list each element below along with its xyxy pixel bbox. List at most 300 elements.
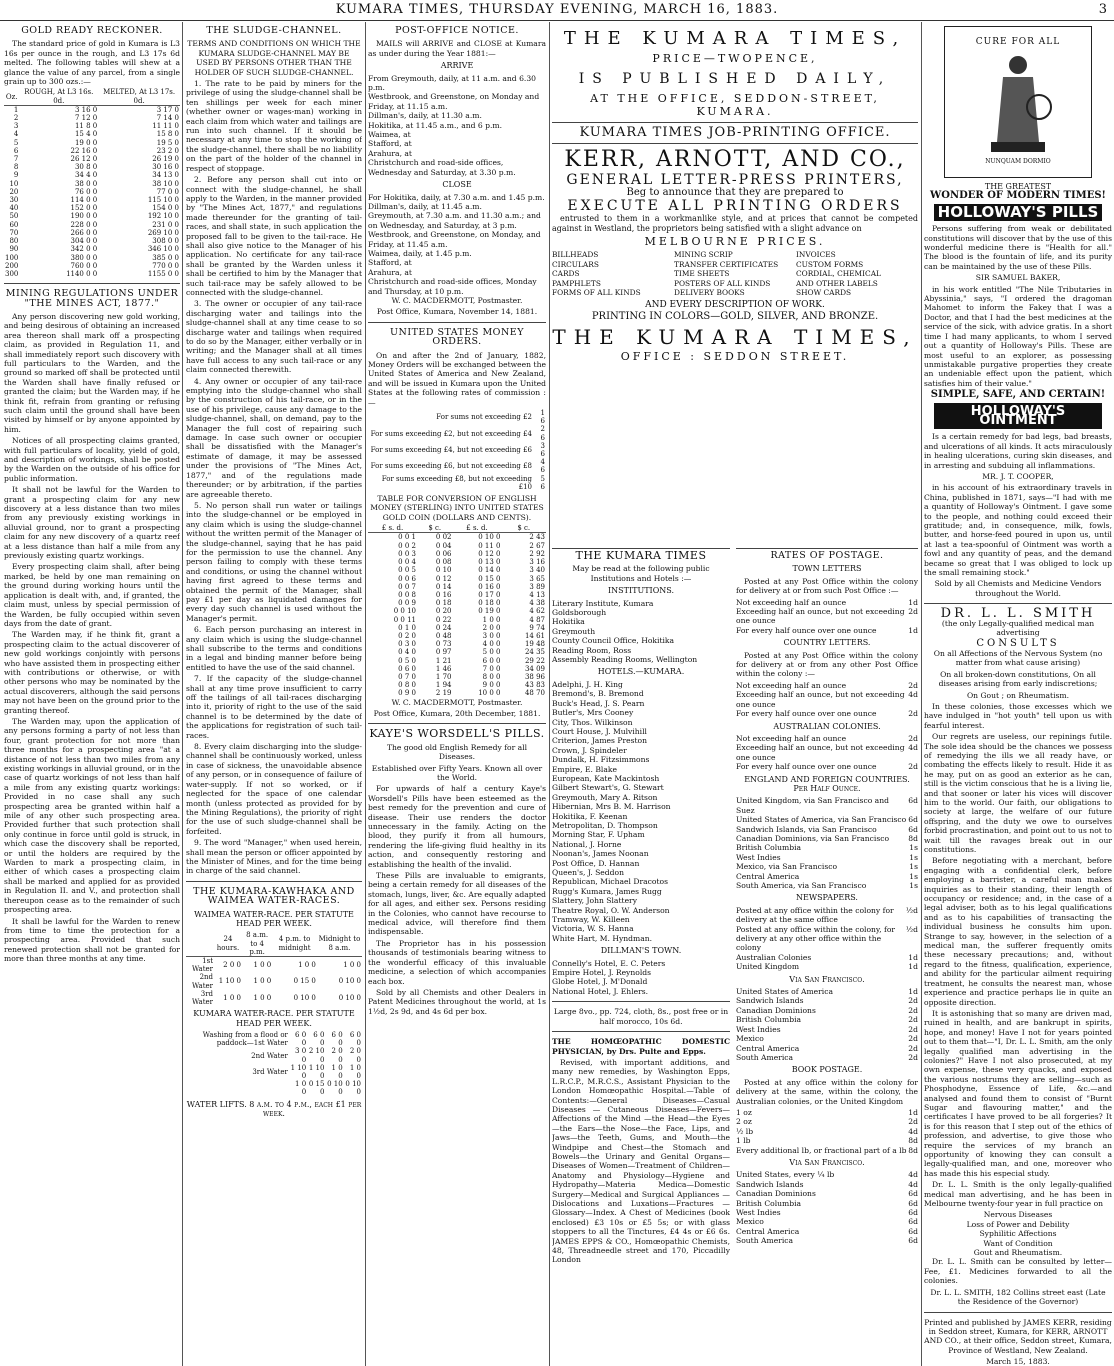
conversion-row (368, 533, 546, 542)
cell: 0 3 0 (398, 640, 416, 649)
conversion-row (368, 616, 546, 624)
rate-value: 6d (908, 1236, 918, 1246)
mining-paragraph: It shall not be lawful for the Warden to grant a prospecting claim for any new discovery at a less distance than two miles from any previously existing workings in alluvial ground, nor to grant a prospecting claim for any new discovery of a quartz reef at a less distance than half a mile from any previously existing quartz workings. (4, 485, 180, 561)
cell: 6 0 0 (349, 1031, 361, 1048)
cell: 30 16 0 (152, 163, 179, 172)
hotel-item: Victoria, W. S. Hanna (552, 924, 634, 934)
sludge-paragraph: 6. Each person purchasing an interest in any claim which is using the sludge-channel shall subscribe to the terms and conditions in a legal and binding manner before being entitled to have the use of the said channel. (186, 625, 362, 672)
cell: 26 12 0 (70, 155, 98, 164)
cell: 9 (13, 171, 19, 180)
cell: 0 0 6 (398, 574, 416, 583)
execute-line: EXECUTE ALL PRINTING ORDERS (567, 198, 903, 214)
close-list (368, 193, 546, 296)
divider (924, 603, 1112, 604)
rate-value: 6d (908, 1208, 918, 1217)
divider (4, 283, 180, 284)
conversion-row (368, 673, 546, 681)
rate-value: 2d (908, 996, 918, 1006)
cell: 346 10 0 (147, 245, 179, 254)
money-title: UNITED STATES MONEY ORDERS. (390, 326, 524, 348)
rate-row (736, 1053, 918, 1062)
cell: 0 10 0 (327, 1080, 343, 1097)
rate-label: Canadian Dominions (736, 1005, 816, 1015)
cell: 0 14 0 (478, 566, 501, 575)
gold-row (4, 254, 180, 262)
cell: 4 (13, 130, 19, 139)
cell: 14 61 (524, 631, 545, 640)
cell: 0 8 0 (398, 681, 416, 690)
rate-label: British Columbia (736, 1015, 802, 1025)
rates-note: Posted at any office within the colony for delivery at the same, within the colony, the Australian colonies, or the United Kingdom (736, 1077, 918, 1106)
institutions-heading: INSTITUTIONS. (607, 586, 674, 596)
divider (552, 1031, 730, 1032)
gold-intro: The standard price of gold in Kumara is L3 16s per ounce in the rough, and L3 17s 6d melted. The following tables will shew at a glance the value of any parcel, from a single grain up to 300 ozs.:— (4, 39, 180, 87)
cell: 10 0 0 (478, 689, 501, 698)
kaye-paragraph: The Proprietor has in his possession thousands of testimonials bearing witness to the wonderful efficacy of this invaluable medicine, a selection of which accompanies each box. (368, 938, 546, 986)
cell: 0 0 7 (398, 582, 416, 591)
conversion-table (368, 524, 546, 697)
rate-label: British Columbia (736, 1198, 802, 1208)
kt-town: KUMARA. (696, 105, 774, 118)
cell: 30 8 0 (74, 163, 98, 172)
conversion-row (368, 689, 546, 697)
cell: 0 10 0 (345, 1080, 361, 1097)
rate-label: Sandwich Islands (736, 1179, 804, 1189)
holloway-sold: Sold by all Chemists and Medicine Vendors throughout the World. (934, 579, 1102, 598)
rate-label: British Columbia (736, 843, 802, 853)
rates-section-heading: COUNTRY LETTERS. (783, 638, 871, 648)
rate-row (736, 1034, 918, 1043)
rate-row (736, 1189, 918, 1198)
cell: 115 10 0 (147, 196, 179, 205)
gold-row (4, 245, 180, 253)
column-reading-rooms (552, 548, 730, 1366)
rate-label: For every half ounce over one ounce (736, 625, 877, 635)
cell: Washing from a flood or paddock—1st Water (202, 1031, 288, 1048)
cell: 6 0 0 (331, 1031, 343, 1048)
print-item: PAMPHLETS (552, 278, 601, 288)
dillmans-heading: DILLMAN'S TOWN. (600, 946, 682, 956)
kumara-race-row (186, 1064, 362, 1080)
cell: 2 0 0 (331, 1047, 343, 1064)
rate-value: ½d (905, 905, 918, 915)
rate-row (736, 690, 918, 709)
cell: 114 0 0 (70, 196, 98, 205)
rate-label: West Indies (736, 1208, 781, 1217)
cell: 3 6 (540, 441, 545, 459)
sludge-paragraph: 2. Before any person shall cut into or connect with the sludge-channel, he shall apply to the Warden, in the manner provided by "The Mines Act, 1877," and regulations made thereunder for the granting of tail-races, and shall state, in such application the proposed fall to be given to the tail-race. He shall also give notice to the Manager of his application. No certificate for any tail-race shall be granted by the Warden unless it shall be certified to him by the Manager that such tail-race may be safely allowed to be connected with the sludge-channel. (186, 175, 362, 297)
trade-line: GENERAL LETTER-PRESS PRINTERS, (566, 172, 904, 188)
kaye-paragraph: For upwards of half a century Kaye's Worsdell's Pills have been esteemed as the best remedy for the prevention and cure of disease. Their use renders the doctor unnecessary in the family. Acting on the blood, they purify it from all humours, rendering the life-giving fluid healthy in its action, and consequently restoring and establishing the health of the invalid. (368, 784, 546, 869)
kt-office: AT THE OFFICE, SEDDON-STREET, (590, 92, 880, 105)
homeo-title: THE HOMŒOPATHIC DOMESTIC PHYSICIAN, by Drs. Pulte and Epps. (552, 1037, 730, 1056)
cell: 1140 0 0 (66, 269, 98, 278)
hotel-item: Criterion, James Preston (552, 736, 647, 746)
cell: 0 6 0 (398, 664, 416, 673)
rates-section-heading: Via San Francisco. (789, 1157, 865, 1167)
money-signature: W. C. MACDERMOTT, Postmaster. (391, 697, 523, 707)
rate-label: ½ lb (736, 1126, 754, 1136)
column-sludge (186, 24, 362, 1366)
rate-value: 1d (908, 1107, 918, 1117)
homeo-body: Revised, with important additions, and many new remedies, by Washington Epps, L.R.C.P., M.R.C.S., Assistant Physician to the London Homœopathic Hospital.—Table of Contents:—General Diseases—Casual Diseases — Cutaneous Diseases—Fevers—Affections of the Mind —the Head—the Eyes—the Ears—the Nose—the Face, Lips, and Jaws—the Teeth, Gums, and Mouth—the Windpipe and Chest—the Stomach and Bowels—the Urinary and Genital Organs—Diseases of Women—Treatment of Children—Anatomy and Physiology—Hygiene and Hydropathy—Materia Medica—Domestic Surgery—Medical and Surgical Appliances —Dislocations and Luxations—Fractures —Glossary—Index. A Chest of Medicines (book enclosed) £3 10s or £5 5s; or with glass stoppers to all the Tinctures, £4 4s or £6 6s. JAMES EPPS & CO., Homœopathic Chemists, 48, Threadneedle street and 170, Piccadilly London (552, 1057, 730, 1265)
cell: 1 6 (540, 409, 545, 426)
rate-row (736, 1170, 918, 1179)
smith-list (924, 1210, 1112, 1257)
money-place: Post Office, Kumara, 20th December, 1881. (373, 708, 541, 718)
cell: 19 48 (524, 640, 545, 649)
conversion-row (368, 657, 546, 665)
sludge-paragraph: 5. No person shall run water or tailings into the sludge-channel or be employed in any claim which is using the sludge-channel without the written permit of the Manager of the sludge-channel, saying that he has paid for the permission to use the channel. Any person failing to comply with these terms and conditions, or using the channel without having first agreed to these terms and obtained the permit of the Manager, shall pay £1 per day as liquidated damages for every day such channel is used without the Manager's permit. (186, 500, 362, 623)
hotel-item: European, Kate Mackintosh (552, 773, 660, 783)
cell: 231 0 0 (152, 220, 179, 229)
cell: 0 10 0 (478, 533, 501, 542)
cell: 3rd Water (191, 989, 214, 1006)
job-title: KUMARA TIMES JOB-PRINTING OFFICE. (579, 125, 891, 140)
cell: 152 0 0 (70, 204, 98, 213)
cell: 7 (13, 155, 19, 164)
cell: 3 16 (529, 558, 545, 567)
cell: 0 06 (435, 549, 452, 558)
rate-row (736, 681, 918, 690)
rate-label: Australian Colonies (736, 952, 812, 962)
cell: For sums exceeding £2, but not exceeding £4 (370, 429, 532, 438)
cell: 0 11 0 (478, 541, 501, 550)
rates-section-heading: NEWSPAPERS. (796, 893, 858, 903)
kt-body: entrusted to them in a workmanlike style, and at prices that cannot be competed against in Westland, the proprietors being satisfied with a slight advance on (552, 214, 918, 233)
print-item: MINING SCRIP (674, 250, 733, 259)
print-item: CUSTOM FORMS (796, 259, 864, 269)
institution-item: Reading Room, Ross (552, 645, 632, 655)
hotel-item: Buck's Head, J. S. Pearn (552, 698, 645, 708)
cell: 0 0 10 (393, 607, 416, 616)
imprint: Printed and published by JAMES KERR, residing in Seddon street, Kumara, for KERR, ARNOTT AND CO., at their office, Seddon street, Kumara, Province of Westland, New Zealand. (924, 1317, 1112, 1355)
kumara-race-subtitle: KUMARA WATER-RACE. PER STATUTE HEAD PER WEEK. (193, 1009, 355, 1028)
institution-item: County Council Office, Hokitika (552, 636, 675, 646)
gold-row (4, 237, 180, 245)
firm-name: KERR, ARNOTT, AND CO., (564, 147, 906, 172)
dillman-hotel-item: Globe Hotel, J. M'Donald (552, 977, 648, 987)
beg-line: Beg to announce that they are prepared to (626, 187, 844, 198)
arrive-heading: ARRIVE (440, 61, 474, 71)
rate-label: United Kingdom (736, 962, 800, 972)
hotel-item: Theatre Royal, O. W. Anderson (552, 905, 670, 915)
rate-row (736, 1217, 918, 1226)
gold-row (4, 229, 180, 237)
kumara-times-ad (552, 24, 918, 544)
cell: 228 0 0 (70, 220, 98, 229)
wr-head: Midnight to 8 a.m. (317, 931, 362, 956)
close-item: Christchurch and road-side offices, Monday and Thursday, at 10 p.m. (368, 277, 537, 296)
cell: 1 0 0 (253, 993, 272, 1002)
kt-price: PRICE—TWOPENCE, (652, 52, 818, 65)
cell: 10 (9, 179, 19, 188)
institution-item: Hokitika (552, 617, 585, 627)
waimea-row (186, 956, 362, 973)
column-gold-mining (4, 24, 180, 1366)
cell: 0 02 (435, 533, 452, 542)
rate-row (736, 1146, 918, 1155)
close-item: Greymouth, at 7.30 a.m. and 11.30 a.m.; and on Wednesday, and Saturday, at 3 p.m. (368, 211, 541, 230)
cell: 0 2 0 (398, 631, 416, 640)
rate-value: ½d (905, 924, 918, 934)
smith-sub: (the only Legally-qualified medical man advertising (941, 618, 1095, 638)
rate-value: 2d (908, 1034, 918, 1044)
rate-label: Exceeding half an ounce, but not exceeding one ounce (736, 690, 905, 709)
cell: 7 12 0 (74, 114, 98, 123)
rate-value: 2d (908, 709, 918, 719)
cell: 23 2 0 (156, 146, 179, 155)
rate-row (736, 1180, 918, 1189)
conversion-row (368, 640, 546, 648)
hotel-item: Empire, E. Blake (552, 764, 617, 774)
conversion-row (368, 566, 546, 574)
rate-label: Central America (736, 1043, 800, 1053)
rate-row (736, 1117, 918, 1126)
cell: 342 0 0 (70, 245, 98, 254)
read-title: THE KUMARA TIMES (575, 549, 707, 562)
rate-value: 1d (908, 987, 918, 997)
rate-value: 2d (908, 1005, 918, 1015)
cell: 26 19 0 (152, 155, 179, 164)
rates-note: Posted at any Post Office within the colony for delivery at or from such Post Office :— (736, 576, 918, 596)
rate-label: Central America (736, 1226, 800, 1236)
kumara-race-row (186, 1080, 362, 1096)
colours-line: PRINTING IN COLORS—GOLD, SILVER, AND BRONZE. (591, 310, 879, 322)
cell: 0 19 0 (478, 607, 501, 616)
smith-paragraph: It is astonishing that so many are driven mad, ruined in health, and are bankrupt in spirits, hope, and money! Have I not for years pointed out to them that—"I, Dr. L. L. Smith, am the only legally qualified man advertising in the colonies?" Have I not also prosecuted, at my own expense, these very quacks, and exposed the various nostrums they are selling—such as Phosphodyne, Essence of Life, &c.—and analysed and found them to consist of "Burnt Sugar and flavouring matter," and the certificates I have proved to be all forgeries? It is for this reason that I step out of the ethics of profession, and advertise, to give those who require the services of my branch an opportunity of knowing they can consult a legally-qualified man, and one, moreover who has made this his especial study. (924, 1008, 1112, 1178)
kaye-title: KAYE'S WORSDELL'S PILLS. (369, 727, 545, 741)
column-postage-rates (736, 548, 918, 1366)
mining-paragraph: Any person discovering new gold working, and being desirous of obtaining an increased area thereon shall mark off a prospecting claim, as provided in Regulation 11, and shall immediately report such discovery with full particulars to the Warden, and the ground so marked off shall be protected until the Warden shall have finally refused or granted the claim; but the Warden may, if he think fit, refrain from granting or refusing such claim until the ground shall have been visited by himself or by anyone appointed by him. (4, 311, 180, 434)
cell: 6 0 0 (482, 656, 501, 665)
rate-label: West Indies (736, 1024, 781, 1034)
water-lifts: WATER LIFTS. 8 a.m. to 4 p.m., each £1 per week. (186, 1099, 362, 1119)
money-intro: On and after the 2nd of January, 1882, Money Orders will be exchanged between the United States of America and New Zealand, and will be issued in Kumara upon the United States at the following rates of commission :— (368, 350, 546, 407)
cell: 60 (9, 220, 19, 229)
cell: 11 8 0 (74, 122, 98, 131)
cell: 4 62 (529, 607, 545, 616)
cell: 7 0 0 (482, 664, 501, 673)
cell: 2 92 (529, 549, 545, 558)
sludge-subtitle: TERMS AND CONDITIONS ON WHICH THE KUMARA SLUDGE-CHANNEL MAY BE USED BY PERSONS OTHER THAN THE HOLDER OF SUCH SLUDGE-CHANNEL. (187, 39, 361, 77)
money-rates (368, 409, 546, 491)
rate-label: Sandwich Islands, via San Francisco (736, 824, 877, 834)
rate-row (736, 906, 918, 925)
divider (552, 122, 918, 123)
cell: 380 0 0 (70, 253, 98, 262)
cell: For sums exceeding £8, but not exceeding £10 (381, 474, 532, 491)
institution-item: Assembly Reading Rooms, Wellington (552, 655, 698, 665)
greatest-line: THE GREATEST (984, 182, 1052, 191)
hotel-item: Tramway, W. Killeen (552, 915, 630, 925)
arrive-item: Hokitika, at 11.45 a.m., and 6 p.m. (368, 120, 503, 130)
cell: 0 04 (435, 541, 452, 550)
cell: 0 0 9 (398, 599, 416, 608)
wr-head: 8 a.m. to 4 p.m. (242, 931, 272, 956)
read-intro: May be read at the following public Institutions and Hotels :— (572, 564, 710, 583)
cell: For sums exceeding £4, but not exceeding £6 (370, 445, 532, 454)
hotel-item: Adelphi, J. H. King (552, 679, 623, 689)
close-item: Westbrook, and Greenstone, on Monday, and Friday, at 11.45 a.m. (368, 230, 541, 249)
print-item: DELIVERY BOOKS (674, 288, 745, 297)
rate-label: Mexico, via San Francisco (736, 862, 838, 872)
cell: 2nd Water (251, 1051, 288, 1060)
rate-value: 4d (908, 690, 918, 700)
conversion-row (368, 550, 546, 558)
cell: 0 0 2 (398, 541, 416, 550)
post-signature: W. C. MACDERMOTT, Postmaster. (391, 295, 523, 305)
hotel-item: Crown, J. Spindeler (552, 745, 627, 755)
arrive-item: Waimea, at (368, 130, 411, 140)
rate-value: 2d (908, 1024, 918, 1034)
rate-row (736, 853, 918, 862)
cure-ribbon: CURE FOR ALL (975, 36, 1061, 47)
rate-label: For every half ounce over one ounce (736, 762, 877, 772)
cell: 0 0 3 (398, 549, 416, 558)
rates-note: Posted at any Post Office within the colony for delivery at or from any other Post Office within the colony :— (736, 650, 918, 679)
mining-paragraph: It shall be lawful for the Warden to renew from time to time the protection for a prospecting area. Provided that such renewed protection shall not be granted for more than three months at any time. (4, 916, 180, 964)
rate-label: South America (736, 1052, 794, 1062)
rates-title: RATES OF POSTAGE. (770, 550, 884, 561)
cell: 1 46 (435, 664, 452, 673)
rate-value: 6d (908, 796, 918, 806)
conversion-row (368, 665, 546, 673)
cell: 6 (13, 146, 19, 155)
sludge-paragraph: 7. If the capacity of the sludge-channel shall at any time prove insufficient to carry off the tailings of all tail-races discharging into it, priority of right to the use of the said channel is to be determined by the date of the applications for registration of such tail-races. (186, 674, 362, 740)
hygeia-figure-icon (973, 47, 1063, 157)
cell: 9 74 (529, 623, 545, 632)
hotel-item: White Hart, M. Hyndman. (552, 933, 653, 943)
money-rate-row (368, 458, 546, 474)
rate-row (736, 834, 918, 843)
conversion-row (368, 607, 546, 615)
kt-title: THE KUMARA TIMES, (563, 28, 907, 49)
conversion-title: TABLE FOR CONVERSION OF ENGLISH MONEY (STERLING) INTO UNITED STATES GOLD COIN (DOLLARS AND CENTS). (370, 494, 544, 522)
cell: 269 10 0 (147, 228, 179, 237)
cell: 0 4 0 (398, 648, 416, 657)
rate-value: 8d (908, 833, 918, 843)
cell: 3 (13, 122, 19, 131)
rate-row (736, 709, 918, 718)
divider (552, 1001, 730, 1002)
rate-value: 1d (908, 597, 918, 607)
hotel-item: Greymouth, Mary A. Ritson (552, 792, 658, 802)
post-title: POST-OFFICE NOTICE. (395, 25, 519, 36)
cell: 76 0 0 (74, 187, 98, 196)
kaye-sub2: Established over Fifty Years. Known all over the World. (371, 763, 543, 782)
rate-row (736, 962, 918, 971)
arrive-item: Dillman's, daily, at 11.30 a.m. (368, 111, 482, 121)
smith-on3: On Gout ; on Rheumatism. (966, 690, 1070, 700)
mining-body (4, 312, 180, 964)
money-rate-row (368, 475, 546, 491)
cell: 0 08 (435, 558, 452, 567)
rate-value: 8d (908, 1145, 918, 1155)
rate-value: 2d (908, 733, 918, 743)
divider (924, 1312, 1112, 1313)
cell: 0 18 0 (478, 599, 501, 608)
cell: 34 13 0 (152, 171, 179, 180)
col-h: $ c. (417, 524, 453, 533)
institution-item: Goldsborough (552, 608, 607, 618)
rate-row (736, 1136, 918, 1145)
cell: 1 (13, 105, 19, 114)
institutions-list (552, 599, 730, 665)
cell: 1 0 0 (349, 1063, 361, 1081)
conversion-row (368, 591, 546, 599)
cell: 50 (9, 212, 19, 221)
hotel-item: City, Thos. Wilkinson (552, 717, 633, 727)
cooper-heading: MR. J. T. COOPER, (982, 471, 1054, 481)
cell: 0 17 0 (478, 590, 501, 599)
hotel-item: Morning Star, F. Upham (552, 830, 645, 840)
cell: 5 (13, 138, 19, 147)
close-item: Waimea, daily, at 1.45 p.m. (368, 248, 472, 258)
rate-value: 1s (909, 881, 918, 890)
cell: 2 10 0 (308, 1047, 325, 1064)
conversion-row (368, 583, 546, 591)
cell: 34 4 0 (74, 171, 98, 180)
gold-row (4, 221, 180, 229)
sludge-paragraph: 3. The owner or occupier of any tail-race discharging water and tailings into the sludge-channel shall at any time cease to so discharge water and tailings when required to do so by the Manager, either verbally or in writing; and the Manager shall at all times have full access to any such tail-race or any claim connected therewith. (186, 299, 362, 375)
page-number: 3 (1098, 2, 1108, 17)
cell: 3 40 (529, 566, 545, 575)
rate-label: United States of America (736, 987, 833, 997)
cell: 3 17 0 (156, 105, 179, 114)
dillman-hotel-item: Connelly's Hotel, E. C. Peters (552, 958, 666, 968)
close-item: Arahura, at (368, 267, 412, 277)
cell: For sums exceeding £6, but not exceeding £8 (370, 462, 532, 471)
sludge-paragraph: 9. The word "Manager," when used herein, shall mean the person or officer appointed by the Minister of Mines, and for the time being in charge of the said channel. (186, 838, 362, 876)
rate-label: Canadian Dominions (736, 1189, 816, 1199)
post-intro: MAILS will ARRIVE and CLOSE at Kumara as under during the Year 1881:— (368, 39, 546, 58)
cell: 2 0 0 (482, 623, 501, 632)
print-item: CORDIAL, CHEMICAL (796, 269, 881, 278)
col-h: $ c. (501, 524, 546, 533)
cell: 8 0 0 (482, 672, 501, 681)
cell: 29 22 (524, 656, 545, 665)
cell: 760 0 0 (70, 261, 98, 270)
cell: 34 09 (524, 664, 545, 673)
post-place: Post Office, Kumara, November 14, 1881. (376, 307, 538, 317)
print-item: INVOICES (796, 250, 836, 259)
arrive-item: Christchurch and road-side offices, Wednesday and Saturday, at 3.30 p.m. (368, 158, 516, 177)
col-h: £ s. d. (368, 524, 417, 533)
cell: 4 38 (529, 599, 545, 608)
sludge-body (186, 79, 362, 876)
smith-address: Dr. L. L. SMITH, 182 Collins street east (Late the Residence of the Governor) (930, 1287, 1106, 1307)
kt-office-2: OFFICE : SEDDON STREET. (620, 349, 850, 363)
rate-value: 2d (908, 1043, 918, 1053)
rate-label: Not exceeding half an ounce (736, 597, 847, 607)
rate-value: 2d (908, 680, 918, 690)
conversion-row (368, 599, 546, 607)
cell: 0 10 0 (338, 977, 361, 986)
print-item: CARDS (552, 269, 580, 278)
conversion-row (368, 624, 546, 632)
gold-row (4, 204, 180, 212)
cell: For sums not exceeding £2 (436, 413, 532, 422)
smith-title: DR. L. L. SMITH (940, 606, 1096, 622)
rate-row (736, 1199, 918, 1208)
wonder-line: WONDER OF MODERN TIMES! (930, 190, 1106, 202)
print-item: POSTERS OF ALL KINDS (674, 278, 771, 288)
cell: 100 (5, 253, 19, 262)
smith-list-item: Syphilitic Affections (979, 1229, 1057, 1239)
rate-label: Mexico (736, 1034, 764, 1044)
rates-section-heading: ENGLAND AND FOREIGN COUNTRIES. Per Half Ounce. (744, 774, 910, 793)
